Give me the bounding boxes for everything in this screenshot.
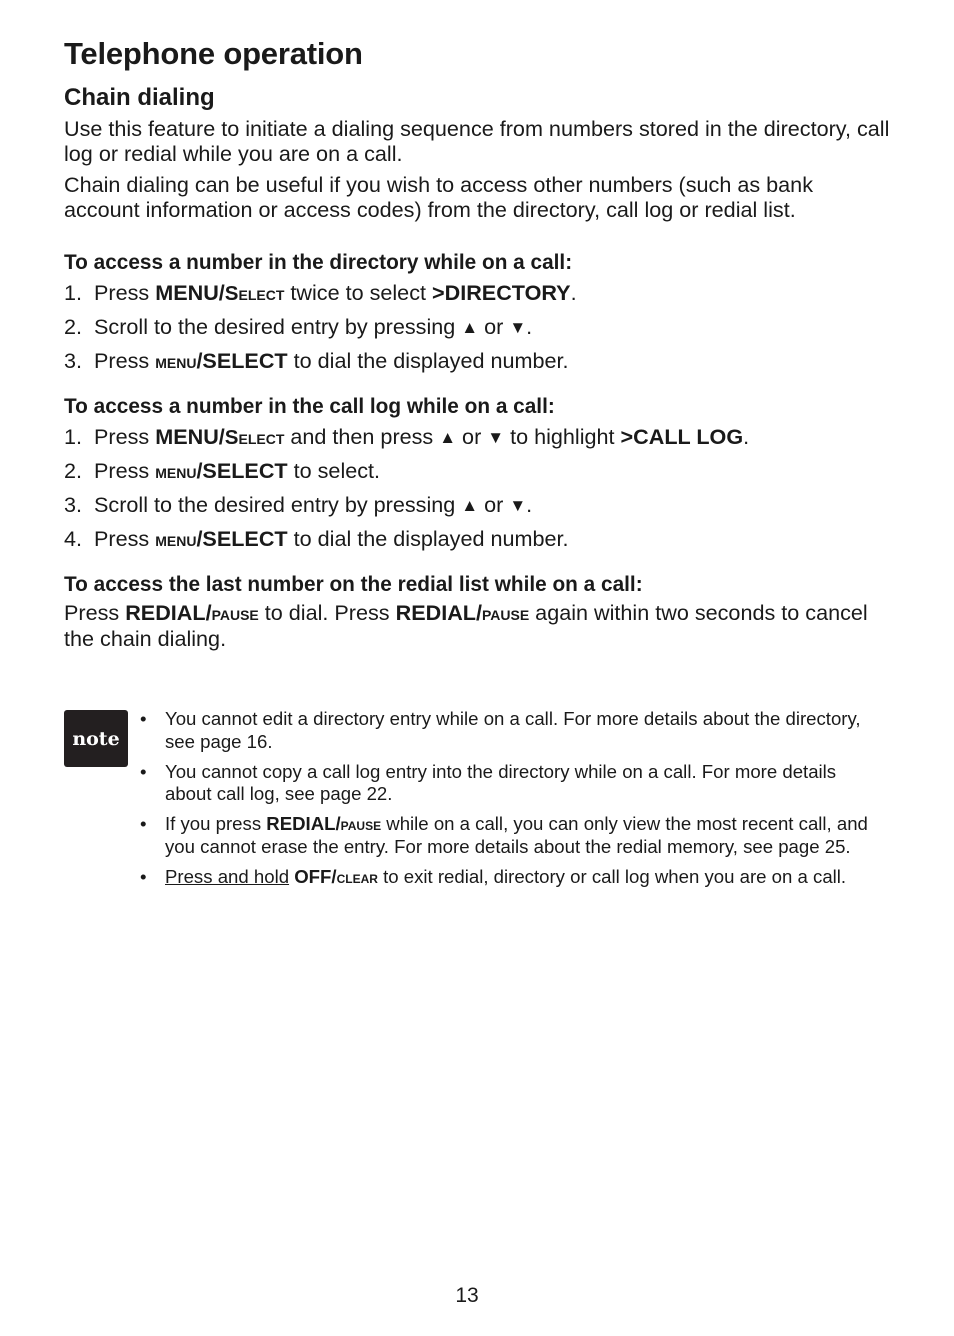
manual-page [64,36,894,657]
directory-step-3: 3. Press menu/SELECT to dial the displayed number. [64,348,569,374]
note-list [140,708,880,896]
intro-paragraph-1: Use this feature to initiate a dialing sequence from numbers stored in the directory, call log or redial while you are on a call. [64,116,890,167]
note-item-3: • If you press REDIAL/pause while on a call, you can only view the most recent call, and you cannot erase the entry. For more details about the redial memory, see page 25. [140,813,868,857]
directory-steps [64,280,894,374]
note-item-2: • You cannot copy a call log entry into the directory while on a call. For more details about call log, see page 22. [140,760,837,804]
page-number: 13 [455,1284,479,1307]
directory-step-1: 1. Press MENU/Select twice to select >DIRECTORY. [64,280,577,306]
calllog-heading: To access a number in the call log while on a call: [64,395,555,419]
directory-step-2: 2. Scroll to the desired entry by pressing ▲ or ▼. [64,314,533,340]
bullet-icon: • [140,760,147,782]
intro-paragraph-2: Chain dialing can be useful if you wish to access other numbers (such as bank account information or access codes) from the directory, call log or redial list. [64,172,813,223]
calllog-step-4: 4. Press menu/SELECT to dial the displayed number. [64,526,569,552]
up-arrow-icon: ▲ [439,428,457,448]
menu-option-call-log: >CALL LOG [620,424,744,450]
menu-option-directory: >DIRECTORY [432,280,571,306]
calllog-steps [64,424,894,552]
note-icon: note [64,710,128,767]
section-title: Chain dialing [64,83,215,111]
down-arrow-icon: ▼ [509,318,527,338]
bullet-icon: • [140,813,147,834]
calllog-step-2: 2. Press menu/SELECT to select. [64,458,381,484]
select-key: /SELECT [196,348,288,374]
note-item-1: • You cannot edit a directory entry while on a call. For more details about the directory, see page 16. [140,708,861,752]
page-title: Telephone operation [64,36,363,71]
bullet-icon: • [140,708,147,729]
directory-heading: To access a number in the directory while on a call: [64,251,573,275]
menu-key: MENU/ [155,280,225,306]
underlined-text: Press and hold [165,865,290,887]
up-arrow-icon: ▲ [461,496,479,516]
bullet-icon: • [140,865,147,887]
down-arrow-icon: ▼ [487,428,505,448]
note-item-4: • Press and hold OFF/clear to exit redial, directory or call log when you are on a call. [140,865,847,887]
redial-paragraph: Press REDIAL/pause to dial. Press REDIAL/pause again within two seconds to cancel the chain dialing. [64,600,868,652]
calllog-step-1: 1. Press MENU/Select and then press ▲ or ▼ to highlight >CALL LOG. [64,424,750,450]
redial-heading: To access the last number on the redial list while on a call: [64,573,643,597]
down-arrow-icon: ▼ [509,496,527,516]
calllog-step-3: 3. Scroll to the desired entry by pressing ▲ or ▼. [64,492,533,518]
up-arrow-icon: ▲ [461,318,479,338]
